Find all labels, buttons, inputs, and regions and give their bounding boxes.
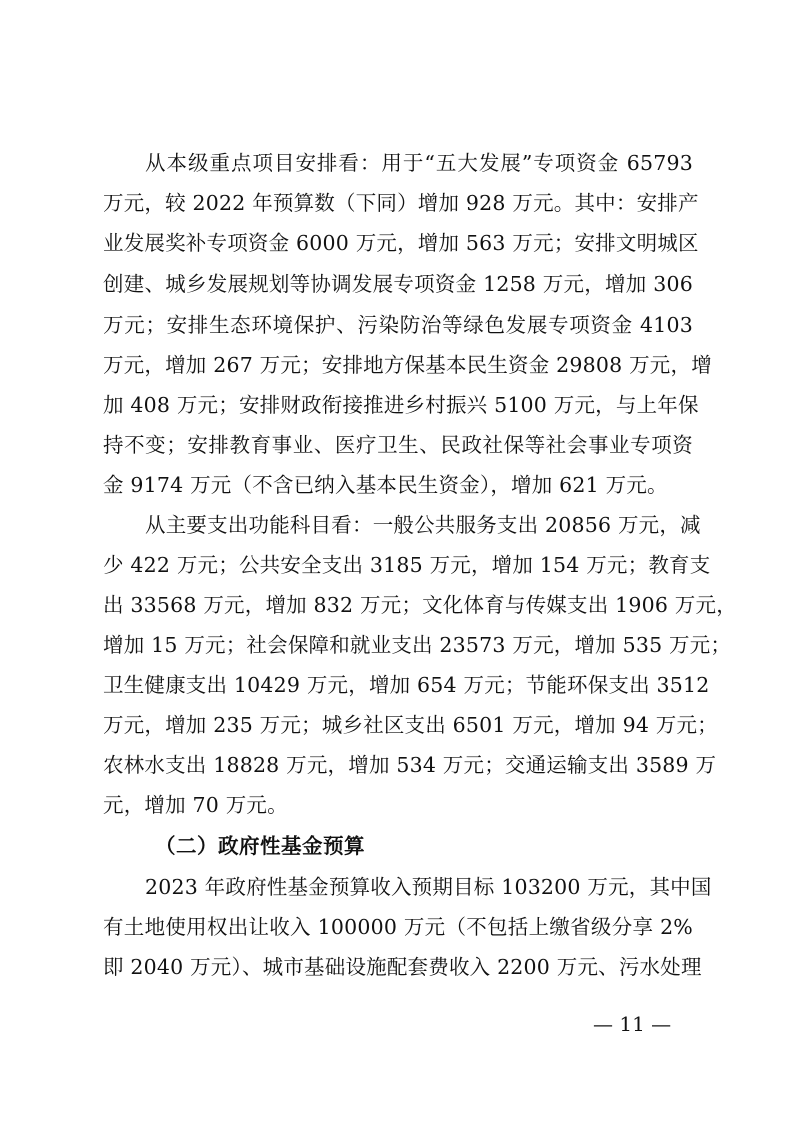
paragraph-3-line-3: 即 2040 万元）、城市基础设施配套费收入 2200 万元、污水处理 — [103, 955, 702, 979]
paragraph-1-line-9: 金 9174 万元（不含已纳入基本民生资金），增加 621 万元。 — [103, 473, 668, 497]
page-number: — 11 — — [593, 1012, 672, 1036]
paragraph-2-line-1: 从主要支出功能科目看：一般公共服务支出 20856 万元，减 — [145, 513, 701, 537]
paragraph-2-line-4: 增加 15 万元；社会保障和就业支出 23573 万元，增加 535 万元； — [103, 633, 732, 657]
paragraph-3-line-1: 2023 年政府性基金预算收入预期目标 103200 万元，其中国 — [145, 875, 712, 899]
paragraph-2-line-5: 卫生健康支出 10429 万元，增加 654 万元；节能环保支出 3512 — [103, 673, 710, 697]
paragraph-3-line-2: 有土地使用权出让收入 100000 万元（不包括上缴省级分享 2% — [103, 915, 693, 939]
paragraph-2-line-7: 农林水支出 18828 万元，增加 534 万元；交通运输支出 3589 万 — [103, 753, 717, 777]
paragraph-1-line-1: 从本级重点项目安排看：用于“五大发展”专项资金 65793 — [145, 151, 693, 175]
paragraph-2-line-3: 出 33568 万元，增加 832 万元；文化体育与传媒支出 1906 万元， — [103, 593, 737, 617]
paragraph-1-line-3: 业发展奖补专项资金 6000 万元，增加 563 万元；安排文明城区 — [103, 231, 699, 255]
paragraph-1-line-5: 万元；安排生态环境保护、污染防治等绿色发展专项资金 4103 — [103, 313, 693, 337]
paragraph-2-line-2: 少 422 万元；公共安全支出 3185 万元，增加 154 万元；教育支 — [103, 553, 711, 577]
paragraph-1-line-4: 创建、城乡发展规划等协调发展专项资金 1258 万元，增加 306 — [103, 272, 693, 296]
paragraph-1-line-6: 万元，增加 267 万元；安排地方保基本民生资金 29808 万元，增 — [103, 353, 712, 377]
section-heading: （二）政府性基金预算 — [155, 834, 365, 858]
paragraph-1-line-8: 持不变；安排教育事业、医疗卫生、民政社保等社会事业专项资 — [103, 433, 693, 457]
paragraph-1-line-2: 万元，较 2022 年预算数（下同）增加 928 万元。其中：安排产 — [103, 191, 699, 215]
paragraph-1-line-7: 加 408 万元；安排财政衔接推进乡村振兴 5100 万元，与上年保 — [103, 393, 699, 417]
paragraph-2-line-8: 元，增加 70 万元。 — [103, 793, 288, 817]
paragraph-2-line-6: 万元，增加 235 万元；城乡社区支出 6501 万元，增加 94 万元； — [103, 713, 718, 737]
